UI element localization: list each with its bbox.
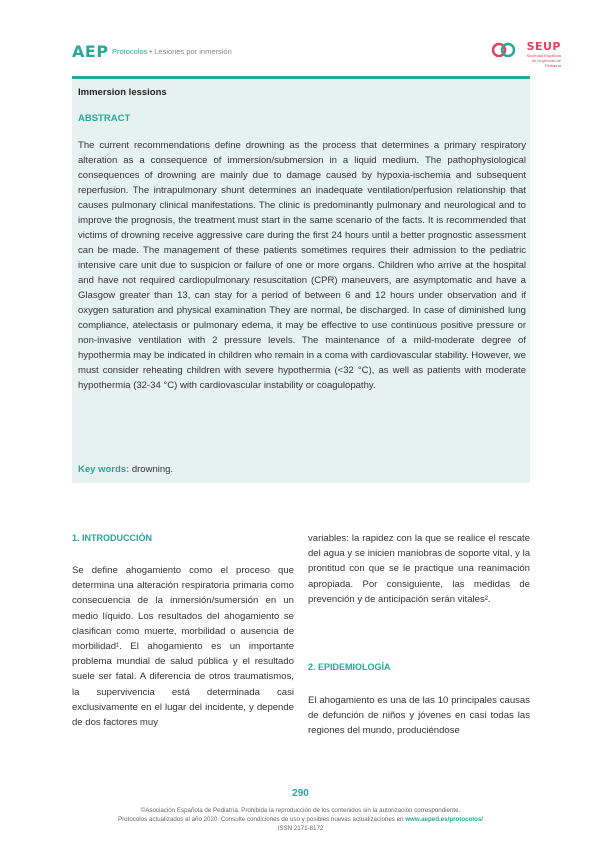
footer-update-text: Protocolos actualizados al año 2020. Consulte condiciones de uso y posibles nuevas actualizaciones en [117, 816, 406, 823]
aep-logo: AEP [72, 42, 109, 61]
abstract-top-rule [72, 76, 530, 79]
abstract-text: The current recommendations define drowning as the process that determines a primary respiratory alteration as a consequence of immersion/submersion in a liquid medium. The pathophysiological consequences of drowning are mainly due to damage caused by hypoxia-ischemia and subsequent reperfusion. The intrapulmonary shunt determines an inadequate ventilation/perfusion relationship that causes pulmonary clinical manifestations. The clinic is predominantly pulmonary and neurological and to improve the prognosis, the treatment must start in the same scenario of the facts. It is recommended that victims of drowning receive aggressive care during the first 24 hours until a better prognostic assessment can be made. The management of these patients sometimes requires their admission to the pediatric intensive care unit due to suspicion or failure of one or more organs. Children who arrive at the hospital and have not required cardiopulmonary resuscitation (CPR) maneuvers, are asymptomatic and have a Glasgow greater than 13, can stay for a period of between 6 and 12 hours under observation and if oxygen saturation and physical examination They are normal, be discharged. In case of diminished lung compliance, atelectasis or pulmonary edema, it may be effective to use continuous positive pressure or non-invasive ventilation with 2 pressure levels. The maintenance of a mild-moderate degree of hypothermia may be indicated in children who remain in a coma with cardiovascular stability. However, we must consider reheating children with severe hypothermia (<32 °C), as well as patients with moderate hypothermia (32-34 °C) with cardiovascular instability or coagulopathy. [78, 140, 526, 391]
seup-mark-icon [491, 41, 521, 61]
seup-wordmark: SEUP [526, 40, 561, 53]
breadcrumb-section: Protocolos [112, 47, 148, 56]
section-heading-epidemiologia: 2. EPIDEMIOLOGÍA [308, 662, 391, 672]
seup-logo [491, 38, 561, 68]
page-header [72, 38, 561, 68]
intro-text-right: variables: la rapidez con la que se realice el rescate del agua y se inicien maniobras de soporte vital, y la prontitud con que se le practique una reanimación apropiada. Por consiguiente, las medidas de prevención y de anticipación serán vitales². [308, 533, 530, 605]
seup-subtitle: Sociedad Española de Urgencias de Pediatría [526, 53, 561, 68]
footer-copyright: ©Asociación Española de Pediatría. Prohibida la reproducción de los contenidos sin la autorización correspondiente. [140, 807, 461, 814]
breadcrumb-rest: • Lesiones por inmersión [147, 47, 232, 56]
keywords-label: Key words: [78, 464, 130, 475]
abstract-label: ABSTRACT [78, 113, 131, 124]
section-heading-introduccion: 1. INTRODUCCIÓN [72, 533, 153, 543]
epidemiologia-text: El ahogamiento es una de las 10 principales causas de defunción de niños y jóvenes en casi todas las regiones del mundo, produciéndose [308, 695, 530, 737]
footer-url-link[interactable]: www.aeped.es/protocolos/ [405, 816, 484, 823]
footer-issn: ISSN 2171-8172 [277, 825, 324, 832]
keywords [78, 464, 173, 475]
keywords-value: drowning. [129, 464, 174, 475]
footer-update-note [0, 815, 601, 824]
breadcrumb [112, 47, 232, 56]
abstract-title: Immersion lessions [78, 87, 167, 98]
intro-text-left: Se define ahogamiento como el proceso que determina una alteración respiratoria primaria como consecuencia de la inmersión/sumersión en un medio líquido. Los resultados del ahogamiento se clasifican como muerte, morbilidad o ausencia de morbilidad¹. El ahogamiento es un importante problema mundial de salud pública y el resultado suele ser fatal. A diferencia de otros traumatismos, la supervivencia está determinada casi exclusivamente en el lugar del incidente, y depende de dos factores muy [72, 565, 294, 729]
page-number: 290 [292, 788, 309, 799]
